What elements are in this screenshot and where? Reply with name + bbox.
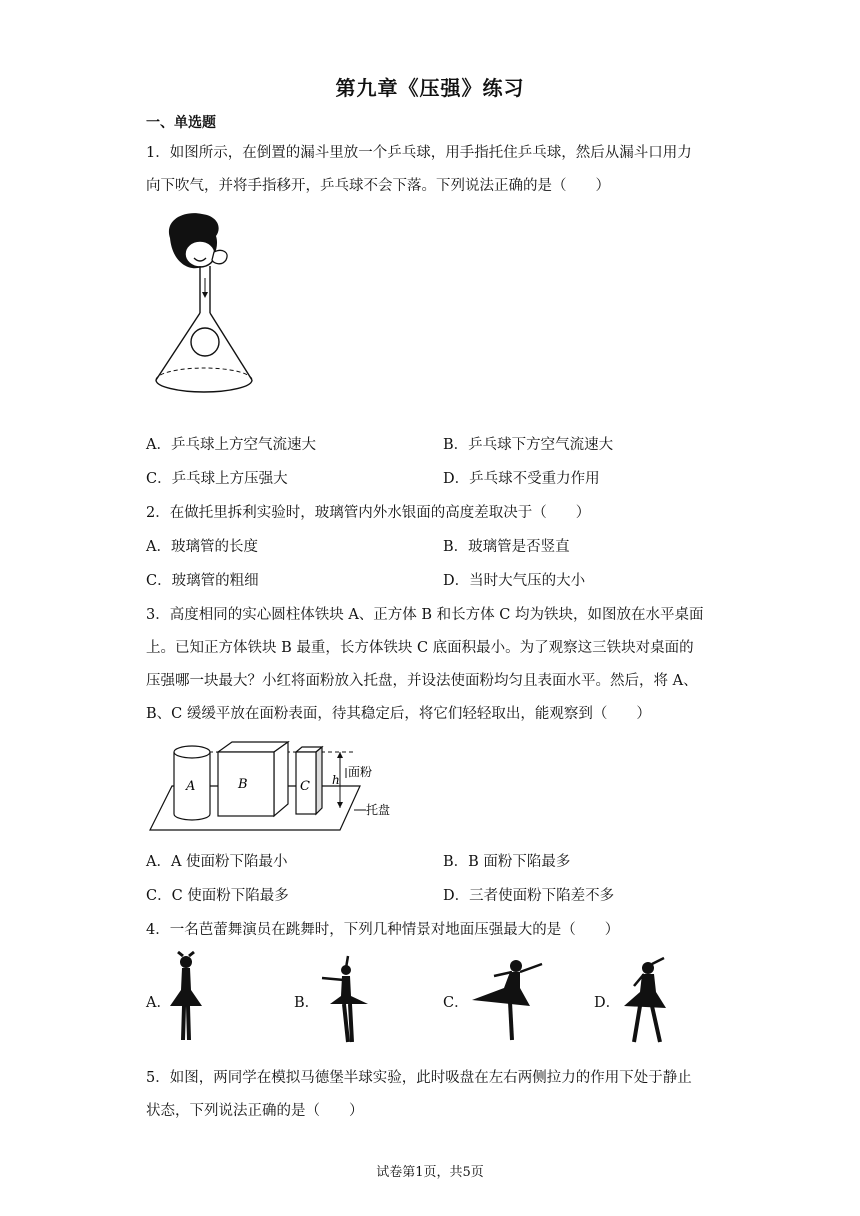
q3-option-d[interactable]: D．三者使面粉下陷差不多 <box>443 888 615 904</box>
q1-option-d[interactable]: D．乒乓球不受重力作用 <box>443 471 600 487</box>
q1-stem-line2: 向下吹气，并将手指移开，乒乓球不会下落。下列说法正确的是（ ） <box>146 178 610 194</box>
q4-option-d[interactable]: D． <box>594 995 621 1011</box>
q3-option-b[interactable]: B．B 面粉下陷最多 <box>443 854 571 870</box>
label-b: B <box>238 777 248 792</box>
face <box>185 241 215 267</box>
q3-stem-line1: 3．高度相同的实心圆柱体铁块 A、正方体 B 和长方体 C 均为铁块，如图放在水平桌面 <box>146 607 704 623</box>
funnel-figure <box>150 208 260 400</box>
hand <box>212 250 227 263</box>
cylinder-a <box>174 746 210 820</box>
ballerina-c-icon <box>470 958 544 1042</box>
ping-pong-ball <box>191 328 219 356</box>
q4-option-b[interactable]: B． <box>294 995 320 1011</box>
q1-stem-line1: 1．如图所示，在倒置的漏斗里放一个乒乓球，用手指托住乒乓球，然后从漏斗口用力 <box>146 145 692 161</box>
q4-option-a[interactable]: A． <box>146 995 171 1011</box>
q3-option-a[interactable]: A．A 使面粉下陷最小 <box>146 854 288 870</box>
page-title: 第九章《压强》练习 <box>335 76 525 100</box>
q2-option-b[interactable]: B．玻璃管是否竖直 <box>443 539 570 555</box>
q2-stem-line1: 2．在做托里拆利实验时，玻璃管内外水银面的高度差取决于（ ） <box>146 505 591 521</box>
ballerina-d-icon <box>620 956 670 1044</box>
q4-option-c[interactable]: C． <box>443 995 469 1011</box>
cuboid-c <box>296 747 322 814</box>
q3-option-c[interactable]: C．C 使面粉下陷最多 <box>146 888 289 904</box>
ballerina-b-icon <box>320 956 370 1044</box>
section-heading: 一、单选题 <box>146 115 216 131</box>
q1-option-a[interactable]: A．乒乓球上方空气流速大 <box>146 437 316 453</box>
q1-option-b[interactable]: B．乒乓球下方空气流速大 <box>443 437 614 453</box>
q2-option-a[interactable]: A．玻璃管的长度 <box>146 539 258 555</box>
ballerina-a-icon <box>166 952 206 1044</box>
label-a: A <box>186 779 196 794</box>
label-c: C <box>300 779 310 794</box>
q5-stem-line1: 5．如图，两同学在模拟马德堡半球实验，此时吸盘在左右两侧拉力的作用下处于静止 <box>146 1070 692 1086</box>
q4-stem-line1: 4．一名芭蕾舞演员在跳舞时，下列几种情景对地面压强最大的是（ ） <box>146 922 620 938</box>
q2-option-c[interactable]: C．玻璃管的粗细 <box>146 573 259 589</box>
label-tray: 托盘 <box>366 803 391 817</box>
q3-stem-line2: 上。已知正方体铁块 B 最重，长方体铁块 C 底面积最小。为了观察这三铁块对桌面的 <box>146 640 694 656</box>
q3-stem-line3: 压强哪一块最大？小红将面粉放入托盘，并设法使面粉均匀且表面水平。然后，将 A、 <box>146 673 698 689</box>
q1-option-c[interactable]: C．乒乓球上方压强大 <box>146 471 288 487</box>
cube-b <box>218 742 288 816</box>
q2-option-d[interactable]: D．当时大气压的大小 <box>443 573 586 589</box>
label-flour: 面粉 <box>348 765 373 779</box>
label-h: h <box>332 773 340 787</box>
iron-blocks-figure <box>146 738 396 833</box>
q5-stem-line2: 状态，下列说法正确的是（ ） <box>146 1103 364 1119</box>
page-footer: 试卷第1页，共5页 <box>376 1165 484 1180</box>
q3-stem-line4: B、C 缓缓平放在面粉表面，待其稳定后，将它们轻轻取出，能观察到（ ） <box>146 706 651 722</box>
